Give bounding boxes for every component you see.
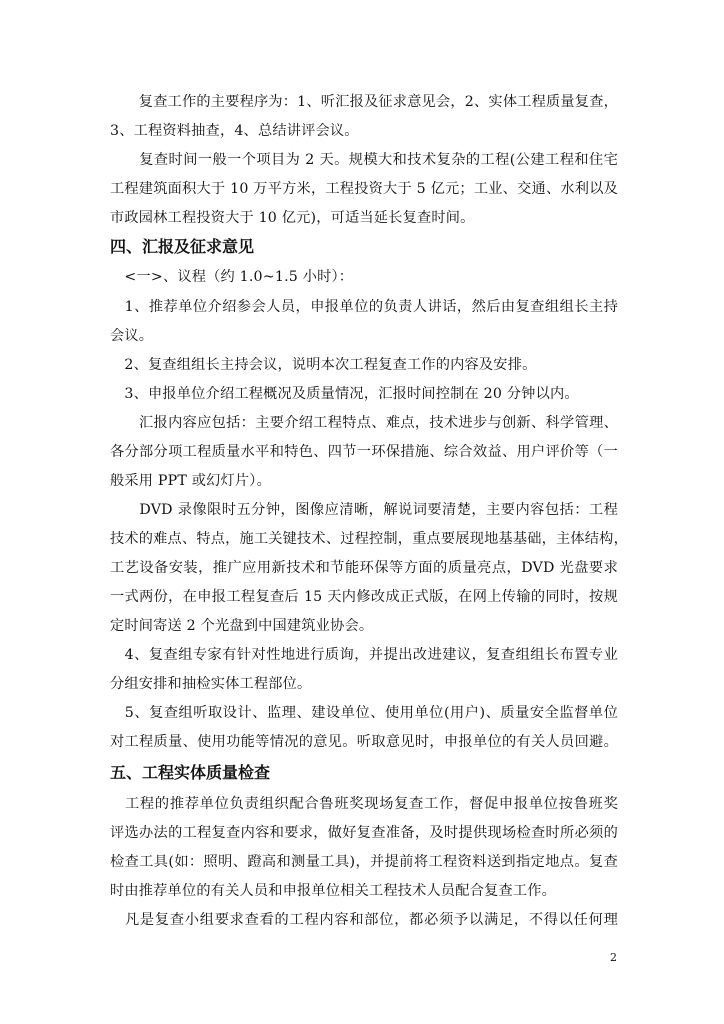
paragraph-line: 般采用 PPT 或幻灯片）。 bbox=[110, 473, 271, 489]
page-number: 2 bbox=[610, 951, 617, 964]
paragraph-line: 各分部分项工程质量水平和特色、四节一环保措施、综合效益、用户评价等（一 bbox=[110, 444, 618, 460]
paragraph-line: 会议。 bbox=[110, 328, 154, 344]
paragraph-line: 工艺设备安装，推广应用新技术和节能环保等方面的质量亮点，DVD 光盘要求 bbox=[110, 560, 618, 576]
paragraph-line: DVD 录像限时五分钟，图像应清晰，解说词要清楚，主要内容包括：工程 bbox=[110, 502, 618, 518]
paragraph-line: 评选办法的工程复查内容和要求，做好复查准备，及时提供现场检查时所必须的 bbox=[110, 825, 618, 841]
paragraph-line: 1、推荐单位介绍参会人员，申报单位的负责人讲话，然后由复查组组长主持 bbox=[110, 299, 618, 315]
paragraph-line: 3、工程资料抽查，4、总结讲评会议。 bbox=[110, 123, 359, 139]
paragraph-line: 时由推荐单位的有关人员和申报单位相关工程技术人员配合复查工作。 bbox=[110, 883, 557, 899]
paragraph-line: 2、复查组组长主持会议，说明本次工程复查工作的内容及安排。 bbox=[110, 357, 537, 373]
paragraph-line: 复查时间一般一个项目为 2 天。规模大和技术复杂的工程(公建工程和住宅 bbox=[110, 152, 618, 168]
paragraph-line: 对工程质量、使用功能等情况的意见。听取意见时，申报单位的有关人员回避。 bbox=[110, 734, 618, 750]
section-heading-4: 四、汇报及征求意见 bbox=[110, 237, 255, 256]
paragraph-line: 工程建筑面积大于 10 万平方米，工程投资大于 5 亿元；工业、交通、水利以及 bbox=[110, 181, 618, 197]
paragraph-line: 凡是复查小组要求查看的工程内容和部位，都必须予以满足，不得以任何理 bbox=[110, 912, 618, 928]
paragraph-line: 3、申报单位介绍工程概况及质量情况，汇报时间控制在 20 分钟以内。 bbox=[110, 386, 579, 402]
paragraph-line: 技术的难点、特点，施工关键技术、过程控制，重点要展现地基基础，主体结构， bbox=[110, 531, 628, 547]
paragraph-line: 市政园林工程投资大于 10 亿元)，可适当延长复查时间。 bbox=[110, 210, 475, 226]
paragraph-line: 分组安排和抽检实体工程部位。 bbox=[110, 676, 312, 692]
paragraph-line: 定时间寄送 2 个光盘到中国建筑业协会。 bbox=[110, 618, 374, 634]
paragraph-line: 一式两份，在申报工程复查后 15 天内修改成正式版，在网上传输的同时，按规 bbox=[110, 589, 618, 605]
paragraph-line: 4、复查组专家有针对性地进行质询，并提出改进建议，复查组组长布置专业 bbox=[110, 647, 618, 663]
paragraph-line: <一>、议程（约 1.0~1.5 小时）： bbox=[110, 269, 354, 285]
paragraph-line: 复查工作的主要程序为：1、听汇报及征求意见会，2、实体工程质量复查， bbox=[110, 94, 618, 110]
paragraph-line: 检查工具(如：照明、蹬高和测量工具)，并提前将工程资料送到指定地点。复查 bbox=[110, 854, 618, 870]
paragraph-line: 5、复查组听取设计、监理、建设单位、使用单位(用户)、质量安全监督单位 bbox=[110, 705, 618, 721]
paragraph-line: 工程的推荐单位负责组织配合鲁班奖现场复查工作，督促申报单位按鲁班奖 bbox=[110, 796, 618, 812]
section-heading-5: 五、工程实体质量检查 bbox=[110, 763, 271, 782]
paragraph-line: 汇报内容应包括：主要介绍工程特点、难点，技术进步与创新、科学管理、 bbox=[110, 415, 618, 431]
